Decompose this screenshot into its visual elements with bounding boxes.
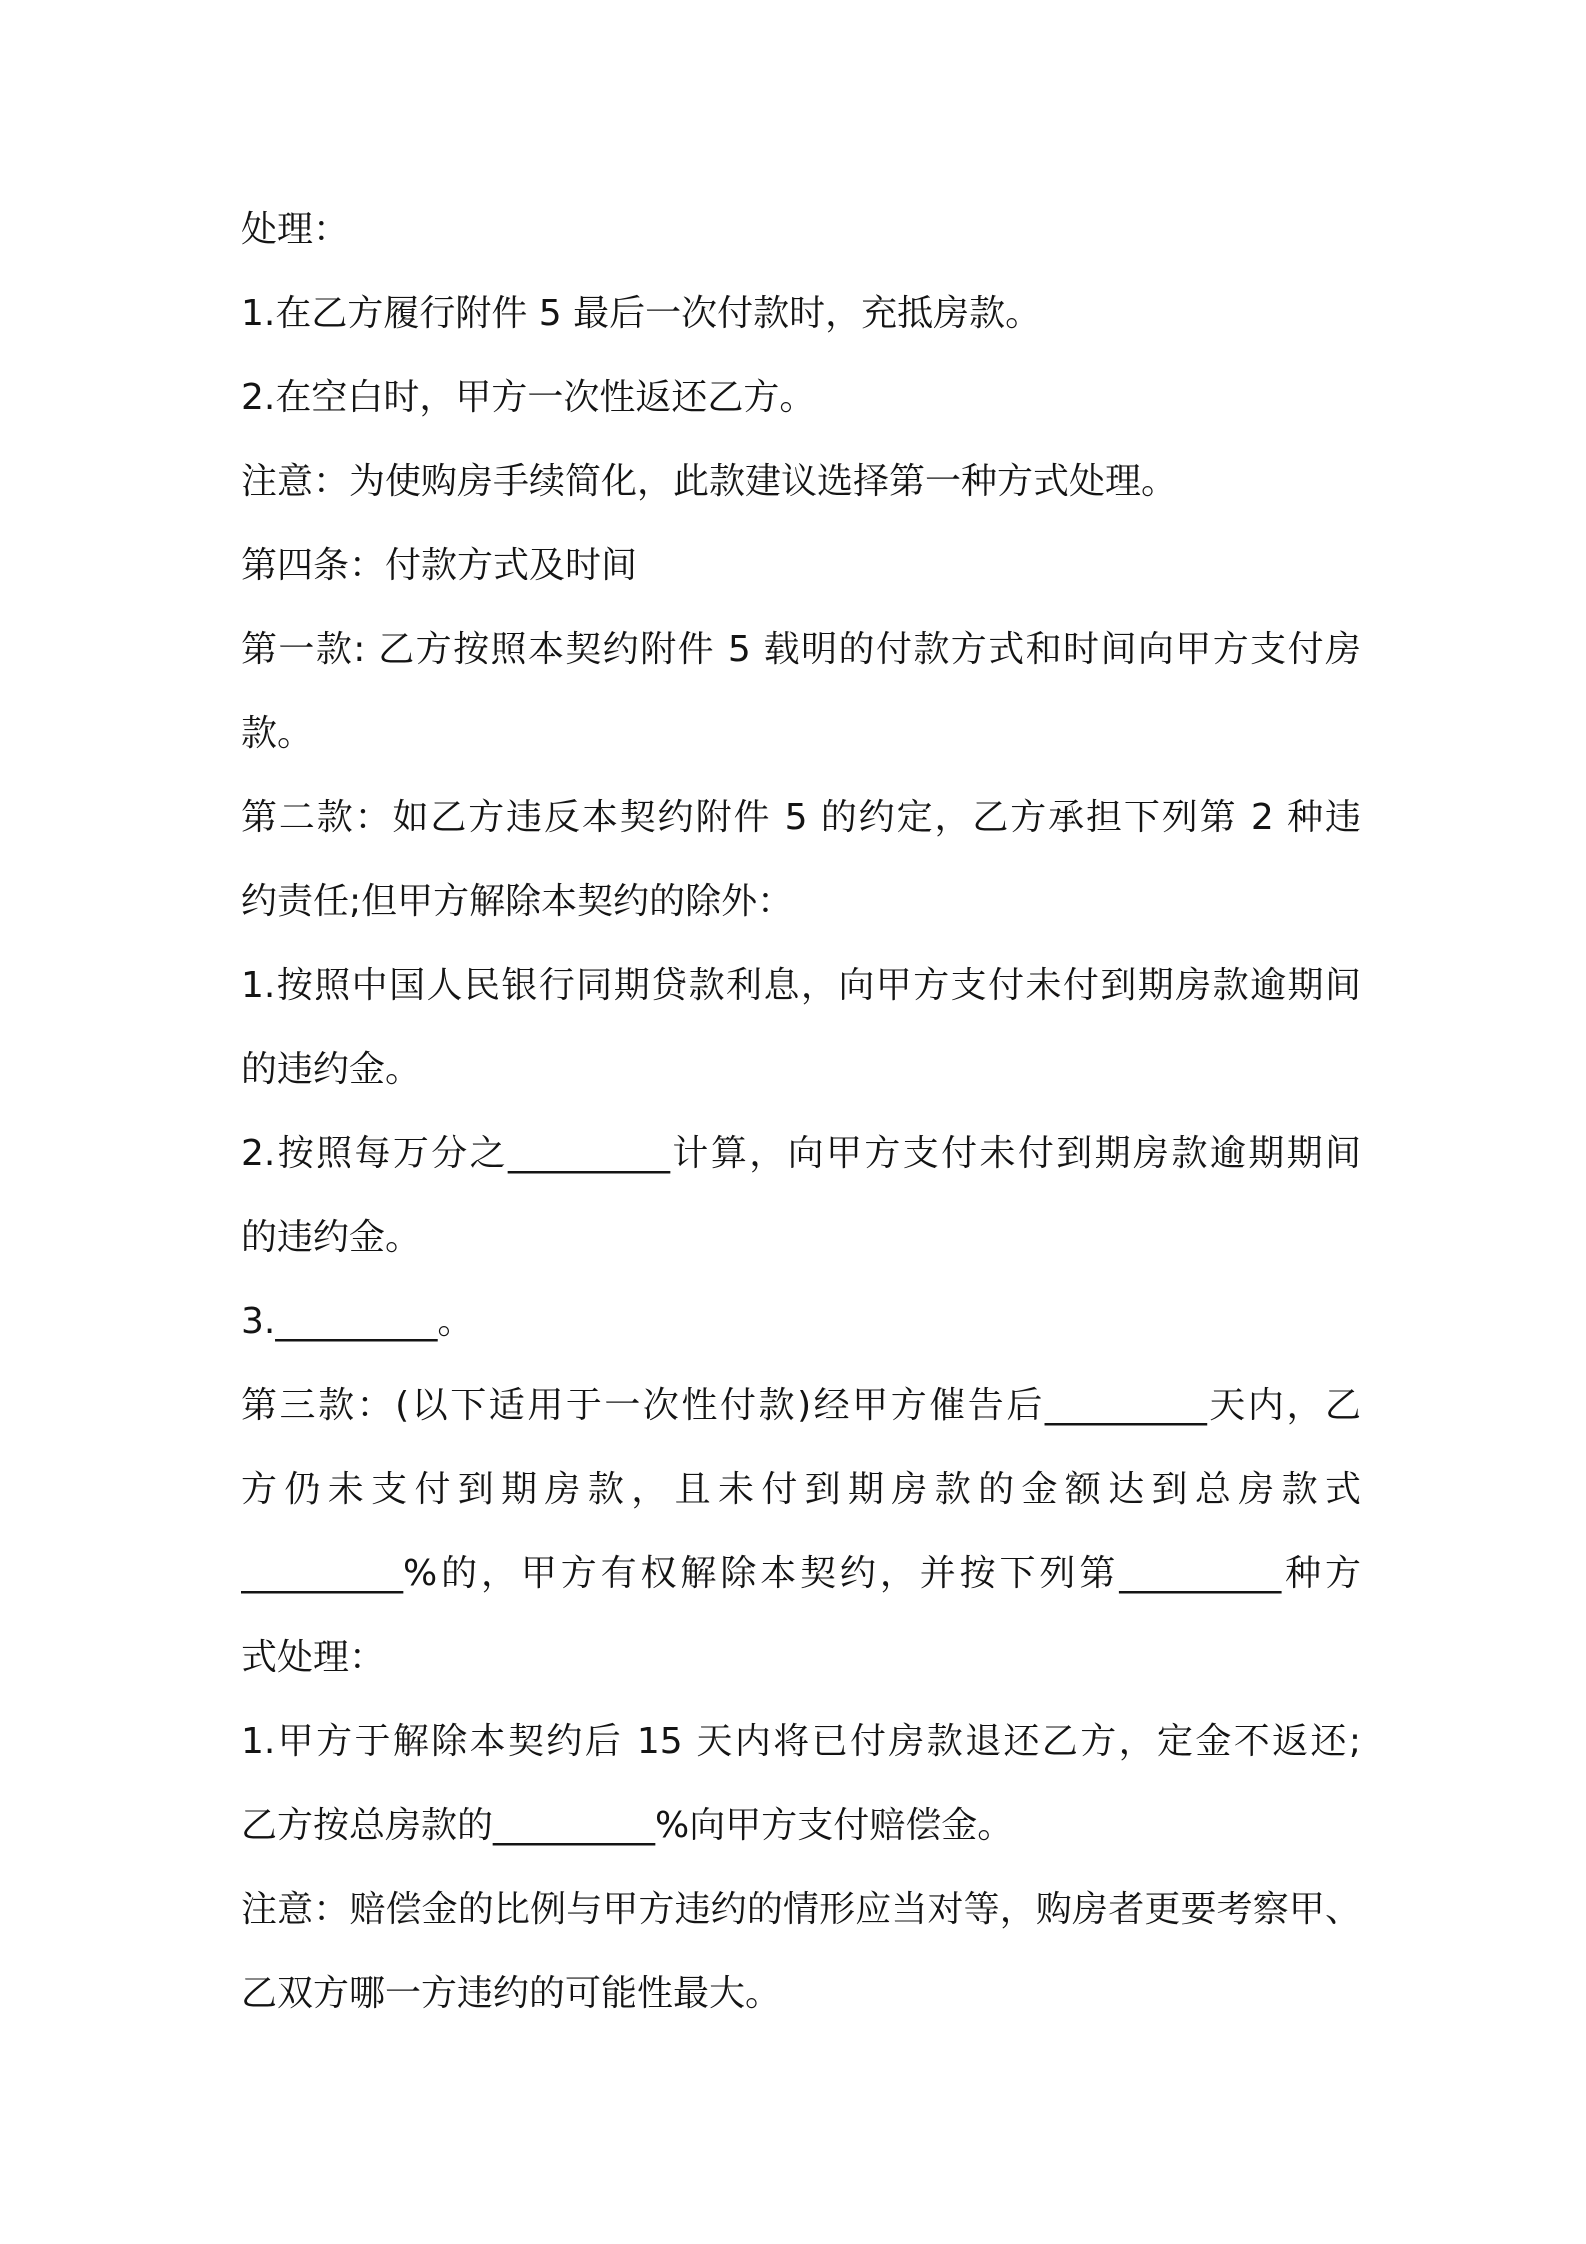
text-line: 方仍未支付到期房款，且未付到期房款的金额达到总房款式 (241, 1469, 1361, 1510)
text-line: 的违约金。 (241, 1217, 422, 1258)
text-line: 处理： (241, 209, 350, 250)
text-line: 第二款：如乙方违反本契约附件 5 的约定，乙方承担下列第 2 种违 (241, 797, 1361, 838)
text-line: 1.在乙方履行附件 5 最后一次付款时，充抵房款。 (241, 293, 1042, 334)
section-heading: 第四条：付款方式及时间 (241, 545, 638, 586)
text-line: 1.按照中国人民银行同期贷款利息，向甲方支付未付到期房款逾期间 (241, 965, 1361, 1006)
text-line: 注意：为使购房手续简化，此款建议选择第一种方式处理。 (241, 461, 1178, 502)
text-line: 2.按照每万分之_________计算，向甲方支付未付到期房款逾期期间 (241, 1133, 1361, 1174)
text-line: 乙双方哪一方违约的可能性最大。 (241, 1973, 782, 2014)
text-line: 1.甲方于解除本契约后 15 天内将已付房款退还乙方，定金不返还; (241, 1721, 1361, 1762)
text-line: 第三款：(以下适用于一次性付款)经甲方催告后_________天内，乙 (241, 1385, 1361, 1426)
text-line: 约责任;但甲方解除本契约的除外： (241, 881, 794, 922)
text-line: 第一款: 乙方按照本契约附件 5 载明的付款方式和时间向甲方支付房 (241, 629, 1361, 670)
text-line: 款。 (241, 713, 314, 754)
text-line: 乙方按总房款的_________%向甲方支付赔偿金。 (241, 1805, 1014, 1846)
text-line: 3._________。 (241, 1301, 474, 1342)
text-line: _________%的，甲方有权解除本契约，并按下列第_________种方 (241, 1553, 1361, 1594)
text-line: 式处理： (241, 1637, 386, 1678)
text-line: 的违约金。 (241, 1049, 422, 1090)
text-line: 注意：赔偿金的比例与甲方违约的情形应当对等，购房者更要考察甲、 (241, 1889, 1361, 1930)
text-line: 2.在空白时，甲方一次性返还乙方。 (241, 377, 816, 418)
